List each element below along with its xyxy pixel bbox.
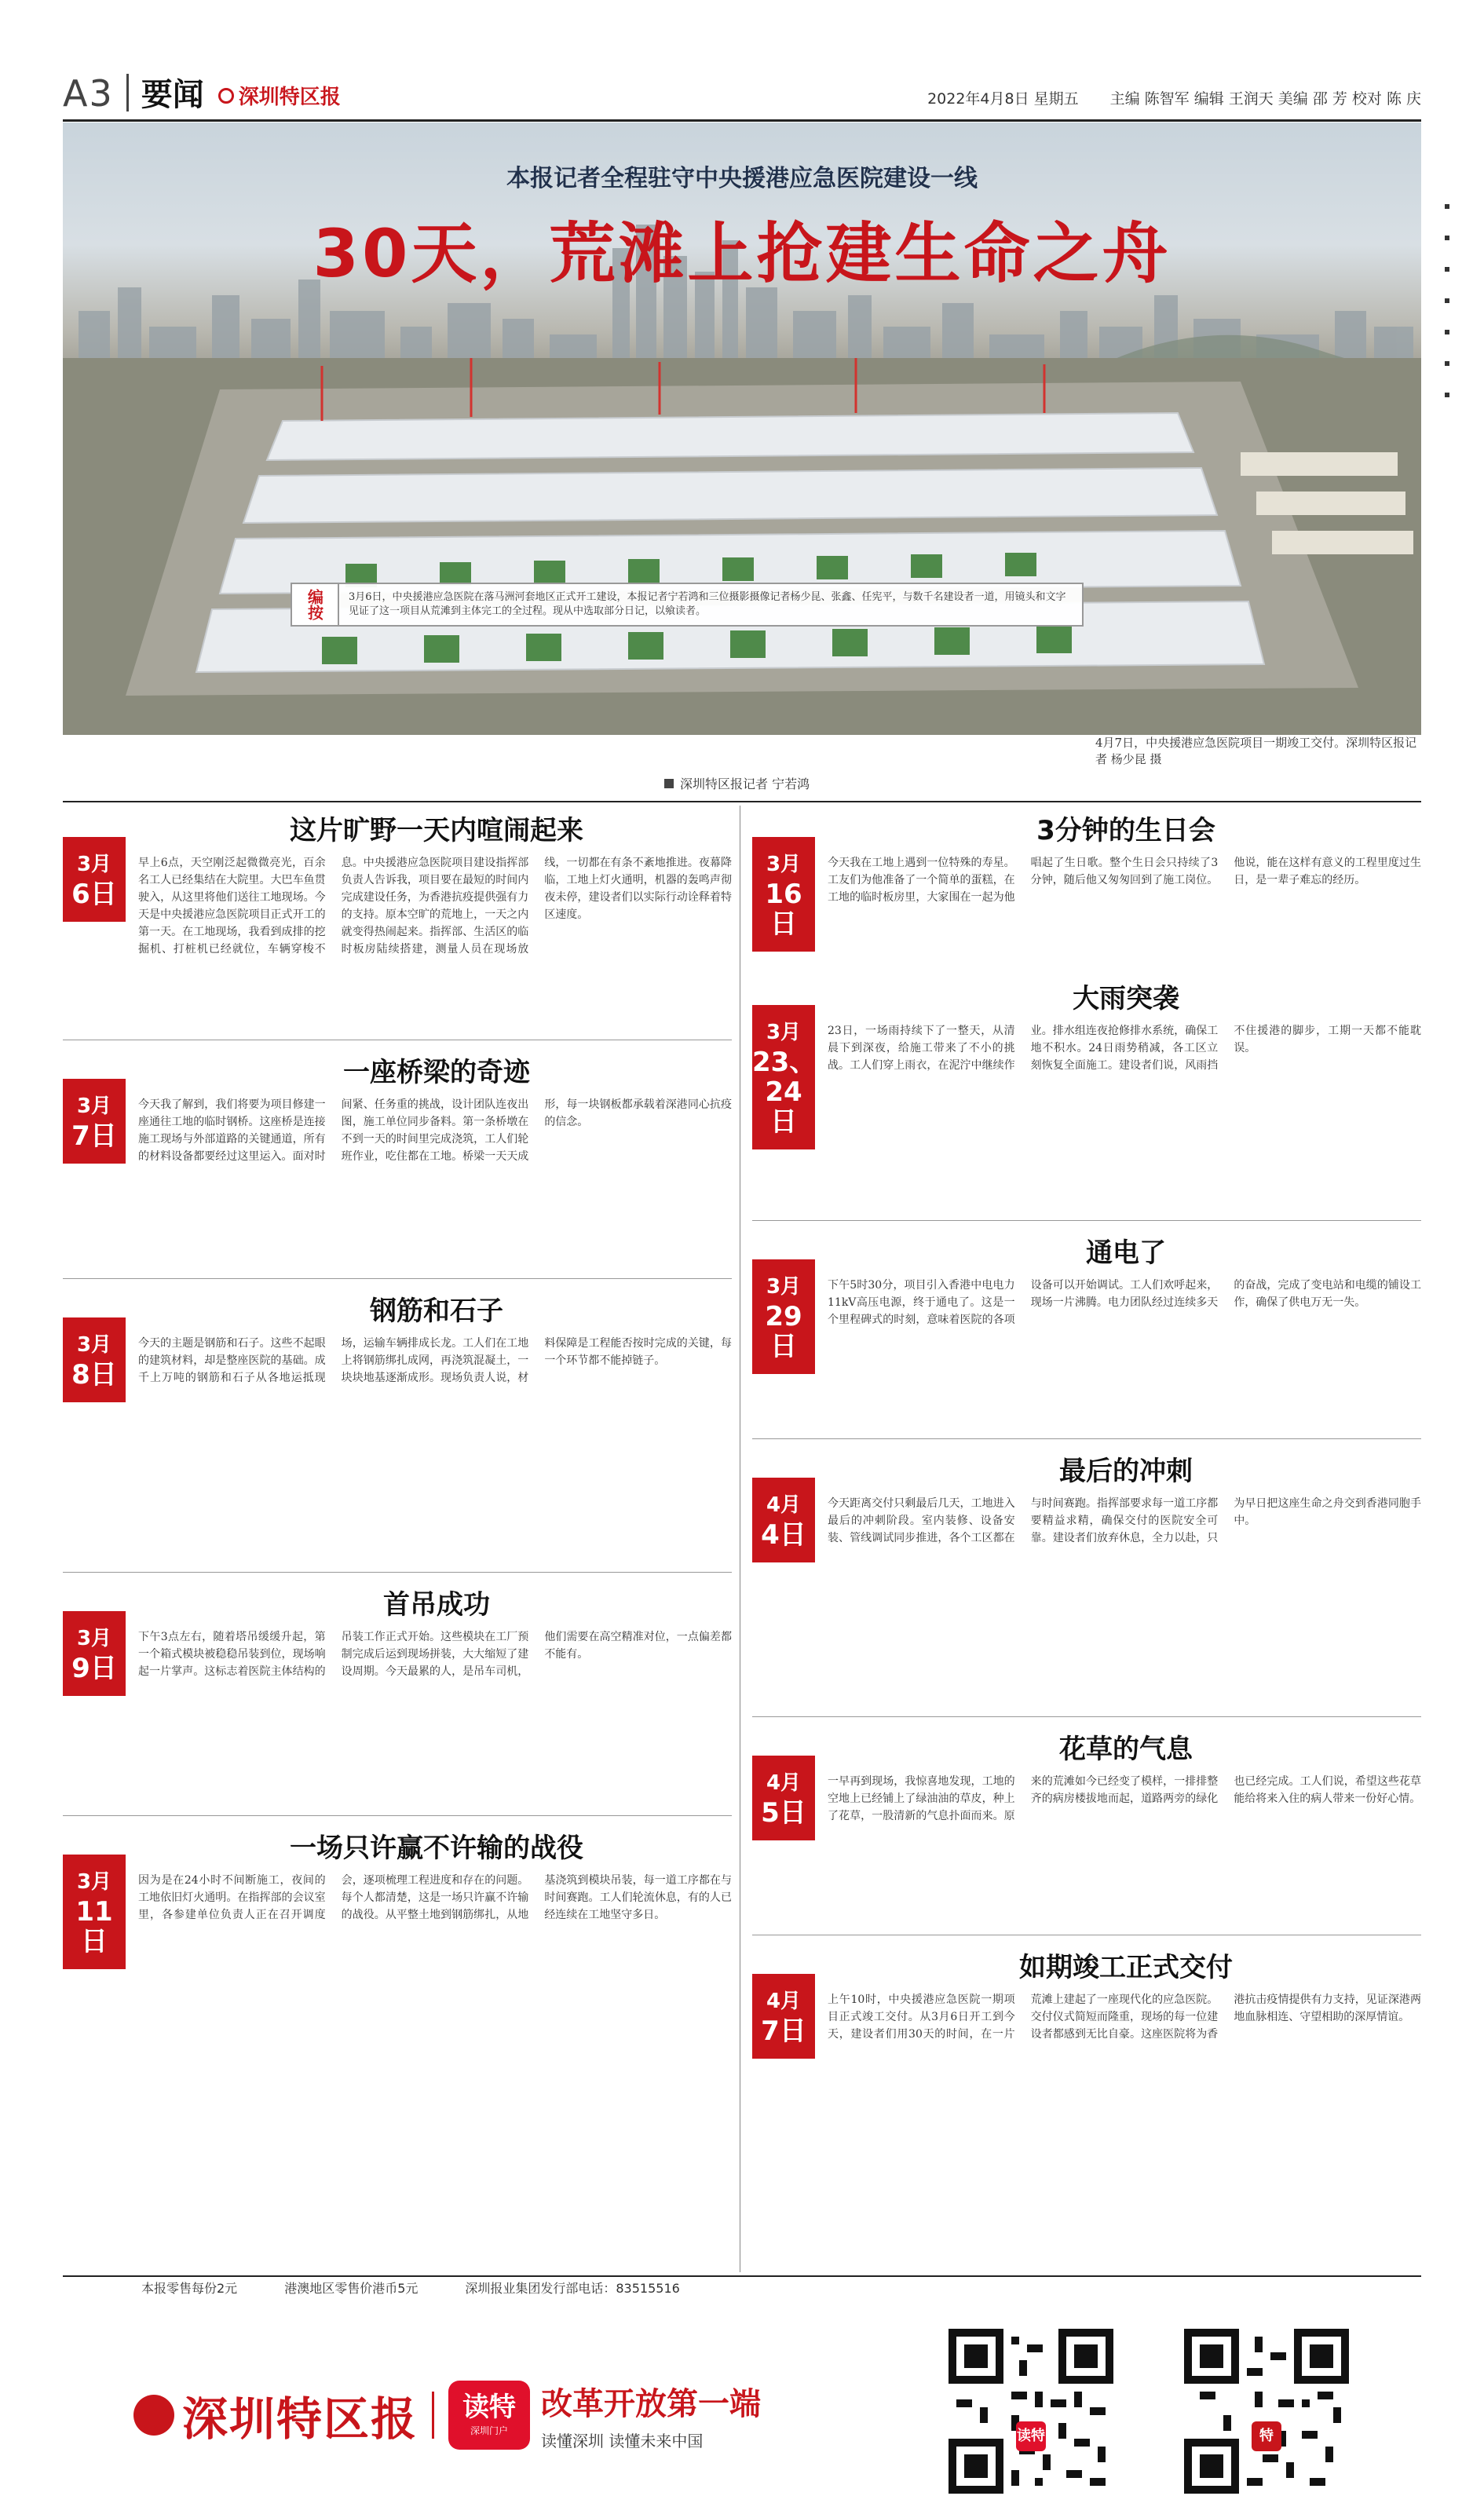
header-meta (927, 87, 1421, 108)
byline-text: 深圳特区报记者 宁若鸿 (680, 777, 810, 791)
brand-block (133, 2379, 761, 2451)
story-title: 一座桥梁的奇迹 (343, 1057, 530, 1088)
story-date: 3月 29日 (752, 1259, 815, 1374)
story-divider (752, 1220, 1421, 1221)
story (752, 1724, 1421, 1936)
story-body: 下午3点左右，随着塔吊缓缓升起，第一个箱式模块被稳稳吊装到位，现场响起一片掌声。这标志着医院主体结构的吊装工作正式开始。这些模块在工厂预制完成后运到现场拼装，大大缩短了建设周期。今天最累的人，是吊车司机，他们需要在高空精准对位，一点偏差都不能有。 (138, 1631, 732, 1678)
story (63, 1286, 732, 1573)
story-body: 23日，一场雨持续下了一整天，从清晨下到深夜，给施工带来了不小的挑战。工人们穿上雨衣，在泥泞中继续作业。排水组连夜抢修排水系统，确保工地不积水。24日雨势稍减，各工区立刻恢复全面施工。建设者们说，风雨挡不住援港的脚步，工期一天都不能耽误。 (828, 1025, 1421, 1072)
header-rule (63, 119, 1421, 122)
story-date: 4月 5日 (752, 1756, 815, 1840)
logo-seal-icon (218, 88, 234, 104)
story (752, 1446, 1421, 1718)
qr-logo-badge: 读特 (1016, 2421, 1046, 2451)
issue-date: 2022年4月8日 星期五 (927, 90, 1079, 108)
footer-info (63, 2279, 1421, 2297)
story-body: 今天距离交付只剩最后几天，工地进入最后的冲刺阶段。室内装修、设备安装、管线调试同步推进，各个工区都在与时间赛跑。指挥部要求每一道工序都要精益求精，确保交付的医院安全可靠。建设者们放弃休息，全力以赴，只为早日把这座生命之舟交到香港同胞手中。 (828, 1497, 1421, 1544)
editor-note-tag: 编按 (292, 584, 339, 625)
story (752, 1942, 1421, 2272)
story-body: 今天我在工地上遇到一位特殊的寿星。工友们为他准备了一个简单的蛋糕，在工地的临时板房里，大家围在一起为他唱起了生日歌。整个生日会只持续了3分钟，随后他又匆匆回到了施工岗位。他说，能在这样有意义的工程里度过生日，是一辈子难忘的经历。 (828, 857, 1421, 904)
brand-divider (432, 2392, 434, 2439)
story-body: 今天我了解到，我们将要为项目修建一座通往工地的临时钢桥。这座桥是连接施工现场与外部道路的关键通道，所有的材料设备都要经过这里运入。面对时间紧、任务重的挑战，设计团队连夜出图，施工单位同步备料。第一条桥墩在不到一天的时间里完成浇筑，工人们轮班作业，吃住都在工地。桥梁一天天成形，每一块钢板都承载着深港同心抗疫的信念。 (138, 1098, 732, 1163)
page-number: A3 (63, 72, 114, 115)
paper-name-small: 深圳特区报 (238, 86, 341, 109)
story (63, 1047, 732, 1280)
page-header (63, 63, 1421, 115)
story-date: 3月 6日 (63, 837, 126, 922)
story-date: 3月 8日 (63, 1317, 126, 1402)
story-body: 上午10时，中央援港应急医院一期项目正式竣工交付。从3月6日开工到今天，建设者们用30天的时间，在一片荒滩上建起了一座现代化的应急医院。交付仪式简短而隆重，现场的每一位建设者都感到无比自豪。这座医院将为香港抗击疫情提供有力支持，见证深港两地血脉相连、守望相助的深厚情谊。 (828, 1994, 1421, 2041)
story (63, 806, 732, 1041)
story-title: 这片旷野一天内喧闹起来 (290, 815, 583, 846)
price: 本报零售每份2元 (141, 2281, 238, 2296)
story-title: 首吊成功 (383, 1589, 490, 1621)
story-title: 3分钟的生日会 (1036, 815, 1215, 846)
story-date: 3月 9日 (63, 1611, 126, 1696)
story-date: 3月 11日 (63, 1855, 126, 1969)
story-title: 花草的气息 (1059, 1734, 1193, 1765)
story-title: 最后的冲刺 (1059, 1456, 1193, 1487)
photo-caption: 4月7日，中央援港应急医院项目一期竣工交付。深圳特区报记者 杨少昆 摄 (1095, 736, 1417, 766)
story (63, 1823, 732, 2272)
story-date: 4月 4日 (752, 1478, 815, 1562)
story-date: 3月 7日 (63, 1079, 126, 1164)
story-date: 3月 23、24日 (752, 1005, 815, 1149)
margin-marks (1445, 204, 1449, 424)
story (752, 974, 1421, 1222)
construction-site-image (63, 358, 1421, 735)
story-divider (63, 1572, 732, 1573)
story-divider (63, 1815, 732, 1816)
story-body: 因为是在24小时不间断施工，夜间的工地依旧灯火通明。在指挥部的会议室里，各参建单位负责人正在召开调度会，逐项梳理工程进度和存在的问题。每个人都清楚，这是一场只许赢不许输的战役。从平整土地到钢筋绑扎，从地基浇筑到模块吊装，每一道工序都在与时间赛跑。工人们轮流休息，有的人已经连续在工地坚守多日。 (138, 1874, 732, 1921)
story-body: 一早再到现场，我惊喜地发现，工地的空地上已经铺上了绿油油的草皮，种上了花草，一股清新的气息扑面而来。原来的荒滩如今已经变了模样，一排排整齐的病房楼拔地而起，道路两旁的绿化也已经完成。工人们说，希望这些花草能给将来入住的病人带来一份好心情。 (828, 1775, 1421, 1822)
bottom-banner (63, 2305, 1421, 2496)
story-divider (752, 1438, 1421, 1439)
story-title: 钢筋和石子 (370, 1296, 503, 1327)
headline-kicker: 本报记者全程驻守中央援港应急医院建设一线 (506, 165, 978, 192)
paper-logo-small (218, 81, 341, 110)
story (63, 1580, 732, 1817)
qr-logo-badge: 特 (1252, 2421, 1281, 2451)
slogan-sub: 读懂深圳 读懂未来中国 (541, 2432, 704, 2450)
story-body: 今天的主题是钢筋和石子。这些不起眼的建筑材料，却是整座医院的基础。成千上万吨的钢筋和石子从各地运抵现场，运输车辆排成长龙。工人们在工地上将钢筋绑扎成网，再浇筑混凝土，一块块地基逐渐成形。现场负责人说，材料保障是工程能否按时完成的关键，每一个环节都不能掉链子。 (138, 1337, 732, 1384)
story-divider (752, 1716, 1421, 1717)
qr-code-image[interactable] (949, 2329, 1113, 2494)
section-title: 要闻 (141, 77, 204, 113)
app-badge: 读特 深圳门户 (448, 2381, 530, 2450)
paper-name: 深圳特区报 (182, 2392, 419, 2446)
footer-rule (63, 2275, 1421, 2277)
story (752, 1228, 1421, 1440)
section-rule (63, 801, 1421, 802)
story-title: 通电了 (1086, 1237, 1166, 1269)
story-body: 下午5时30分，项目引入香港中电电力11kV高压电源，终于通电了。这是一个里程碑式的时刻，意味着医院的各项设备可以开始调试。工人们欢呼起来，现场一片沸腾。电力团队经过连续多天的奋战，完成了变电站和电缆的铺设工作，确保了供电万无一失。 (828, 1279, 1421, 1326)
qr-code-image[interactable] (1184, 2329, 1349, 2494)
main-headline: 30天，荒滩上抢建生命之舟 (313, 215, 1171, 292)
hk-price: 港澳地区零售价港币5元 (284, 2281, 419, 2296)
byline (664, 774, 810, 792)
story-divider (63, 1278, 732, 1279)
byline-square-icon (664, 779, 674, 788)
paper-seal-icon (133, 2395, 174, 2436)
slogan (541, 2379, 761, 2451)
slogan-main: 改革开放第一端 (541, 2386, 762, 2422)
story-date: 3月 16日 (752, 837, 815, 952)
hero-photo (63, 122, 1421, 735)
editor-note (291, 583, 1084, 627)
story-date: 4月 7日 (752, 1974, 815, 2059)
story (752, 806, 1421, 970)
story-body: 早上6点，天空刚泛起微微亮光，百余名工人已经集结在大院里。大巴车鱼贯驶入，从这里将他们送往工地现场。今天是中央援港应急医院项目正式开工的第一天。在工地现场，我看到成排的挖掘机、打桩机已经就位，车辆穿梭不息。中央援港应急医院项目建设指挥部负责人告诉我，项目要在最短的时间内完成建设任务，为香港抗疫提供强有力的支持。原本空旷的荒地上，一天之内就变得热闹起来。指挥部、生活区的临时板房陆续搭建，测量人员在现场放线，一切都在有条不紊地推进。夜幕降临，工地上灯火通明，机器的轰鸣声彻夜未停，建设者们以实际行动诠释着特区速度。 (138, 857, 732, 956)
story-title: 如期竣工正式交付 (1019, 1952, 1233, 1983)
story-title: 大雨突袭 (1073, 983, 1179, 1014)
story-title: 一场只许赢不许输的战役 (290, 1833, 583, 1864)
header-divider (126, 74, 129, 111)
editor-credits: 主编 陈智军 编辑 王润天 美编 邵 芳 校对 陈 庆 (1109, 90, 1421, 108)
editor-note-text: 3月6日，中央援港应急医院在落马洲河套地区正式开工建设，本报记者宁若鸿和三位摄影摄像记者杨少昆、张鑫、任宪平，与数千名建设者一道，用镜头和文字见证了这一项目从荒滩到主体完工的全过程。现从中选取部分日记，以飨读者。 (349, 591, 1066, 617)
ad-phone: 深圳报业集团发行部电话：83515516 (465, 2281, 680, 2296)
